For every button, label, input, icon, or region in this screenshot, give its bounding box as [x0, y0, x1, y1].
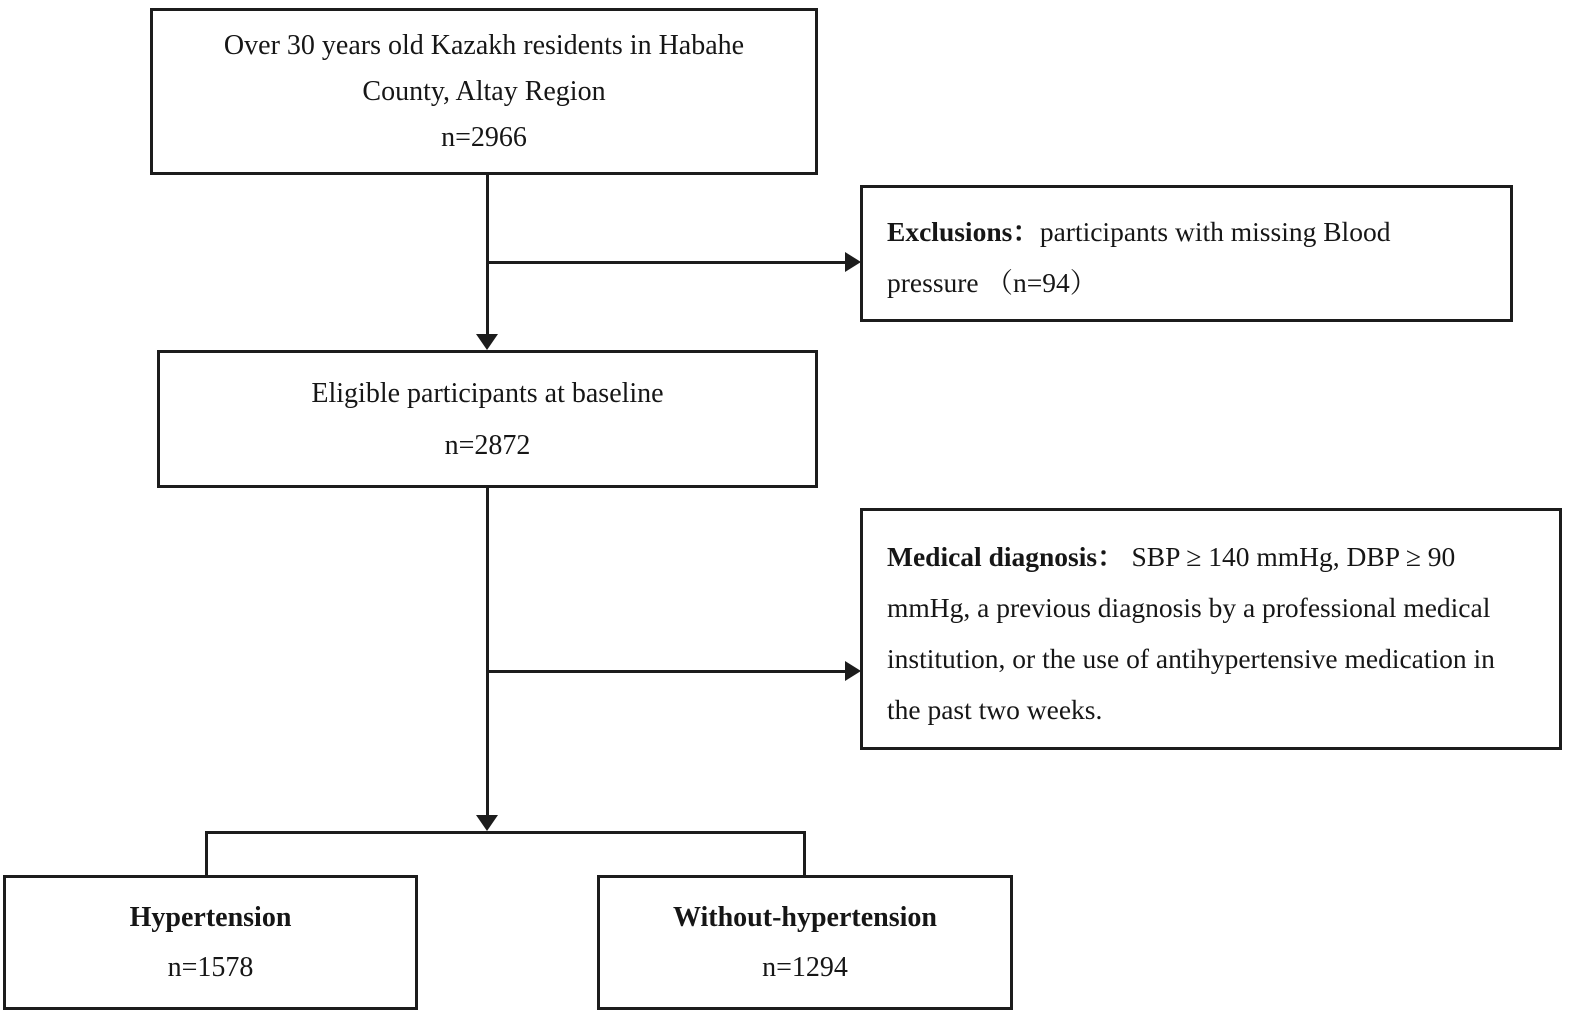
connector-population-eligible: [486, 175, 489, 336]
arrowhead-right-diagnosis: [845, 661, 861, 681]
arrowhead-down-split: [476, 815, 498, 831]
population-box: [150, 8, 818, 175]
arrowhead-right-exclusions: [845, 252, 861, 272]
population-count: n=2966: [441, 121, 527, 153]
hypertension-box: [3, 875, 418, 1010]
hypertension-label: Hypertension: [129, 901, 292, 933]
eligible-line1: Eligible participants at baseline: [311, 377, 664, 409]
exclusions-text: participants with missing Blood pressure （n=94）: [887, 216, 1391, 298]
without-hypertension-count: n=1294: [762, 952, 848, 984]
connector-split-bar: [205, 831, 806, 834]
diagnosis-box: [860, 508, 1562, 750]
connector-exclusions: [487, 261, 845, 264]
diagnosis-text: SBP ≥ 140 mmHg, DBP ≥ 90 mmHg, a previous diagnosis by a professional medical institution, or the use of antihypertensive medication in the past two weeks.: [887, 541, 1495, 725]
connector-drop-right: [803, 831, 806, 875]
exclusions-label: Exclusions：: [887, 216, 1040, 247]
exclusions-box: [860, 185, 1513, 322]
connector-eligible-split: [486, 488, 489, 817]
without-hypertension-box: [597, 875, 1013, 1010]
population-line2: County, Altay Region: [362, 75, 606, 107]
eligible-box: [157, 350, 818, 488]
population-line1: Over 30 years old Kazakh residents in Habahe: [223, 30, 745, 62]
connector-drop-left: [205, 831, 208, 875]
hypertension-count: n=1578: [167, 952, 254, 984]
arrowhead-down-eligible: [476, 334, 498, 350]
diagnosis-label: Medical diagnosis：: [887, 541, 1125, 572]
connector-diagnosis: [487, 670, 845, 673]
without-hypertension-label: Without-hypertension: [673, 901, 937, 933]
eligible-count: n=2872: [444, 429, 531, 461]
